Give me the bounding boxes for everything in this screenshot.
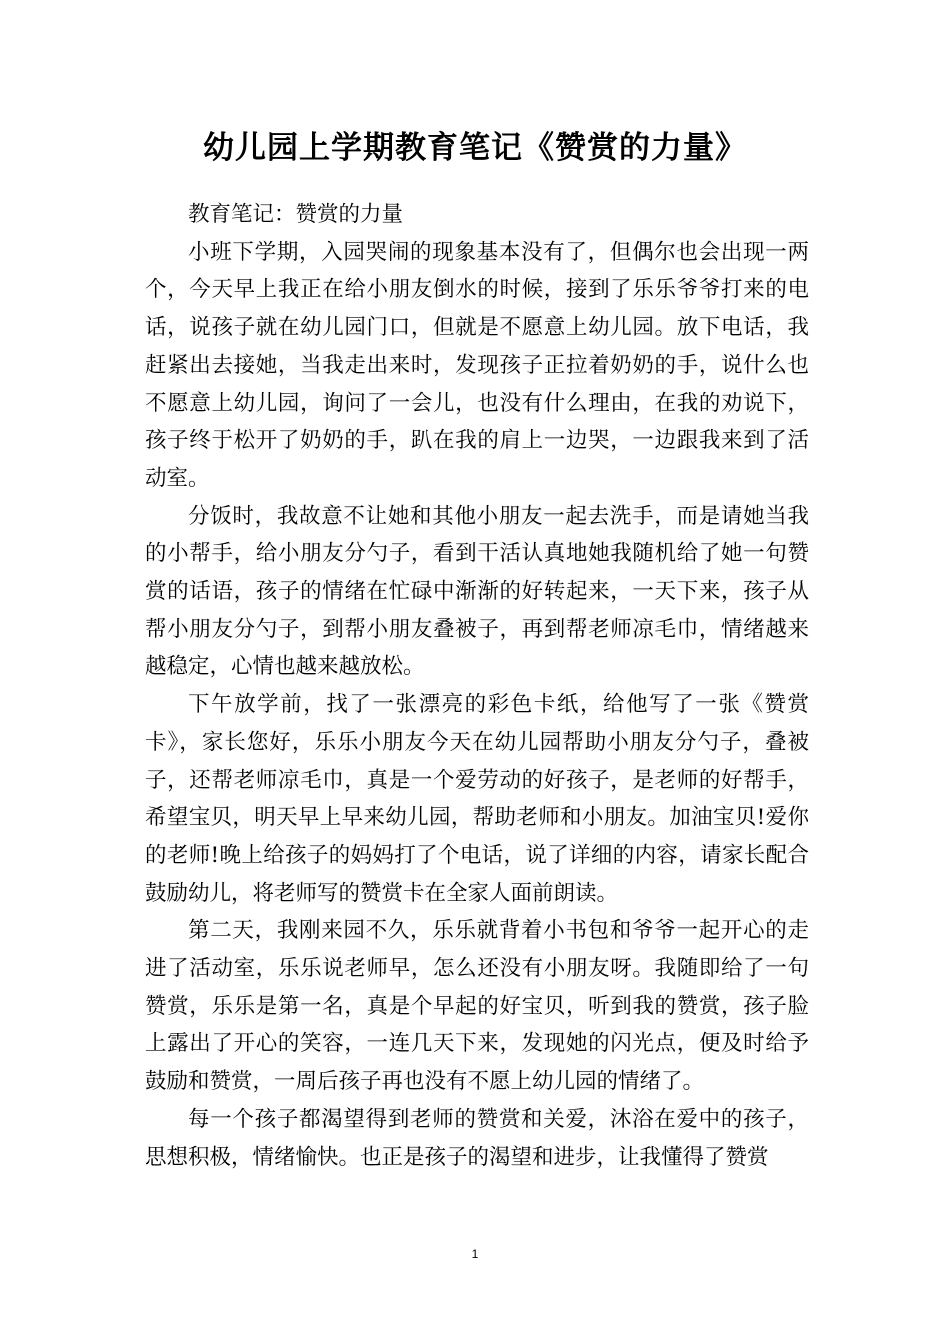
document-body [145,196,809,1176]
paragraph: 分饭时，我故意不让她和其他小朋友一起去洗手，而是请她当我的小帮手，给小朋友分勺子，看到干活认真地她我随机给了她一句赞赏的话语，孩子的情绪在忙碌中渐渐的好转起来，一天下来，孩子从帮小朋友分勺子，到帮小朋友叠被子，再到帮老师凉毛巾，情绪越来越稳定，心情也越来越放松。 [145,503,809,680]
paragraph: 每一个孩子都渴望得到老师的赞赏和关爱，沐浴在爱中的孩子，思想积极，情绪愉快。也正是孩子的渴望和进步，让我懂得了赞赏 [145,1106,809,1170]
document-title: 幼儿园上学期教育笔记《赞赏的力量》 [203,130,747,166]
paragraph: 小班下学期，入园哭闹的现象基本没有了，但偶尔也会出现一两个，今天早上我正在给小朋友倒水的时候，接到了乐乐爷爷打来的电话，说孩子就在幼儿园门口，但就是不愿意上幼儿园。放下电话，我赶紧出去接她，当我走出来时，发现孩子正拉着奶奶的手，说什么也不愿意上幼儿园，询问了一会儿，也没有什么理由，在我的劝说下，孩子终于松开了奶奶的手，趴在我的肩上一边哭，一边跟我来到了活动室。 [145,239,809,491]
paragraph: 下午放学前，找了一张漂亮的彩色卡纸，给他写了一张《赞赏卡》，家长您好，乐乐小朋友今天在幼儿园帮助小朋友分勺子，叠被子，还帮老师凉毛巾，真是一个爱劳动的好孩子，是老师的好帮手，希望宝贝，明天早上早来幼儿园，帮助老师和小朋友。加油宝贝!爱你的老师!晚上给孩子的妈妈打了个电话，说了详细的内容，请家长配合鼓励幼儿，将老师写的赞赏卡在全家人面前朗读。 [145,692,809,906]
paragraph-subtitle: 教育笔记：赞赏的力量 [188,202,404,227]
paragraph: 第二天，我刚来园不久，乐乐就背着小书包和爷爷一起开心的走进了活动室，乐乐说老师早，怎么还没有小朋友呀。我随即给了一句赞赏，乐乐是第一名，真是个早起的好宝贝，听到我的赞赏，孩子脸上露出了开心的笑容，一连几天下来，发现她的闪光点，便及时给予鼓励和赞赏，一周后孩子再也没有不愿上幼儿园的情绪了。 [145,918,809,1095]
page-number: 1 [471,1247,479,1261]
